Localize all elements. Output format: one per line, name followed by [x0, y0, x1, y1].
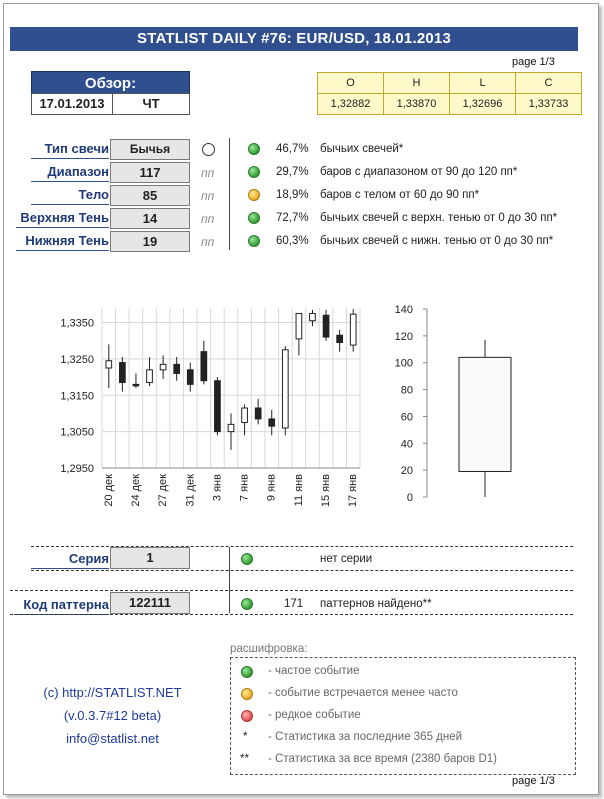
- green-dot-icon: [241, 553, 253, 565]
- ohlc-header-high: H: [384, 73, 450, 94]
- legend-symbol-double-asterisk: **: [240, 753, 249, 765]
- metric-desc-body: баров с телом от 60 до 90 пп*: [320, 189, 480, 201]
- candle-body: [174, 364, 180, 373]
- candle-body: [160, 364, 166, 369]
- ohlc-header-close: C: [516, 73, 582, 94]
- x-tick-label: 17 янв: [347, 474, 360, 508]
- metric-value-body: 85: [110, 185, 190, 206]
- metric-value-upper-shadow: 14: [110, 208, 190, 229]
- contact-site: (c) http://STATLIST.NET: [43, 685, 182, 700]
- series-value: 1: [110, 547, 190, 569]
- y-tick-label: 0: [406, 492, 413, 504]
- metric-pct-range: 29,7%: [276, 166, 309, 178]
- ohlc-value-open: 1,32882: [318, 94, 384, 115]
- metric-desc-candle-type: бычьих свечей*: [320, 143, 404, 155]
- divider-dashed: [10, 590, 573, 591]
- metric-label-upper-shadow: Верхняя Тень: [16, 210, 109, 228]
- candle-body: [350, 314, 356, 345]
- candle-body: [269, 419, 275, 426]
- x-tick-label: 9 янв: [265, 474, 278, 502]
- metric-unit-range: пп: [201, 166, 215, 180]
- legend-frequent: - частое событие: [268, 665, 360, 677]
- ohlc-header-low: L: [450, 73, 516, 94]
- y-tick-label: 40: [400, 438, 413, 451]
- series-separator: [229, 547, 230, 613]
- candle-body: [133, 384, 139, 386]
- ohlc-header-open: O: [318, 73, 384, 94]
- candle-body: [215, 381, 221, 432]
- legend-symbol-asterisk: *: [243, 731, 248, 743]
- x-tick-label: 27 дек: [157, 474, 170, 507]
- y-tick-label: 120: [394, 330, 413, 343]
- y-tick-label: 140: [394, 304, 413, 316]
- metric-pct-body: 18,9%: [276, 189, 309, 201]
- pattern-label: Код паттерна: [14, 597, 109, 615]
- x-tick-label: 3 янв: [211, 474, 224, 502]
- x-tick-label: 24 дек: [129, 474, 142, 507]
- x-tick-label: 15 янв: [320, 474, 333, 508]
- y-tick-label: 20: [400, 465, 413, 478]
- divider-dashed: [10, 614, 573, 615]
- candle-body: [310, 313, 316, 320]
- metric-value-lower-shadow: 19: [110, 231, 190, 252]
- metric-unit-lower-shadow: пп: [201, 235, 215, 249]
- price-candlestick-chart: [30, 300, 380, 520]
- contact-version: (v.0.3.7#12 beta): [63, 708, 162, 723]
- candle-body: [201, 352, 207, 381]
- metric-desc-upper-shadow: бычьих свечей с верхн. тенью от 0 до 30 пп*: [320, 212, 558, 224]
- y-tick-label: 1,3050: [60, 426, 94, 439]
- legend-rare: - редкое событие: [268, 709, 361, 721]
- report-title: STATLIST DAILY #76: EUR/USD, 18.01.2013: [10, 27, 578, 51]
- x-tick-label: 31 дек: [184, 474, 197, 507]
- pattern-value: 122111: [110, 592, 190, 614]
- candle-body: [282, 350, 288, 428]
- candle-range-chart: [385, 300, 545, 510]
- metric-unit-body: пп: [201, 189, 215, 203]
- x-tick-label: 7 янв: [238, 474, 251, 502]
- candle-body: [187, 370, 193, 385]
- green-dot-icon: [241, 598, 253, 610]
- divider-dashed: [31, 570, 573, 571]
- ohlc-value-low: 1,32696: [450, 94, 516, 115]
- metric-label-lower-shadow: Нижняя Тень: [16, 233, 109, 251]
- candle-body: [459, 357, 511, 471]
- candle-body: [296, 313, 302, 338]
- ohlc-table: [317, 72, 582, 115]
- overview-weekday: ЧТ: [112, 93, 190, 115]
- candle-body: [120, 363, 126, 383]
- metric-label-body: Тело: [31, 187, 109, 205]
- candle-body: [337, 335, 343, 342]
- legend-365-days: - Статистика за последние 365 дней: [268, 731, 463, 743]
- metric-label-range: Диапазон: [31, 164, 109, 182]
- candle-body: [242, 408, 248, 423]
- series-desc: нет серии: [320, 553, 373, 565]
- green-dot-icon: [248, 143, 260, 155]
- pattern-count: 171: [284, 598, 304, 610]
- metric-desc-range: баров с диапазоном от 90 до 120 пп*: [320, 166, 518, 178]
- pattern-desc: паттернов найдено**: [320, 598, 432, 610]
- metric-value-candle-type: Бычья: [110, 139, 190, 160]
- metric-pct-upper-shadow: 72,7%: [276, 212, 309, 224]
- metric-value-range: 117: [110, 162, 190, 183]
- overview-date: 17.01.2013: [31, 93, 113, 115]
- y-tick-label: 1,3150: [60, 390, 94, 403]
- green-dot-icon: [248, 212, 260, 224]
- ohlc-value-close: 1,33733: [516, 94, 582, 115]
- page-label-bottom: page 1/3: [512, 775, 555, 787]
- legend-less-frequent: - событие встречается менее часто: [268, 687, 458, 699]
- candle-body: [147, 370, 153, 383]
- yellow-dot-icon: [248, 189, 260, 201]
- candle-body: [323, 315, 329, 337]
- series-label: Серия: [31, 551, 109, 569]
- candle-body: [106, 361, 112, 368]
- metric-pct-lower-shadow: 60,3%: [276, 235, 309, 247]
- y-tick-label: 80: [400, 384, 413, 397]
- green-dot-icon: [241, 666, 253, 678]
- legend-all-time: - Статистика за все время (2380 баров D1): [268, 753, 497, 765]
- overview-header: Обзор:: [31, 71, 190, 94]
- yellow-dot-icon: [241, 688, 253, 700]
- legend-title: расшифровка:: [230, 643, 308, 655]
- candle-body: [228, 424, 234, 431]
- red-dot-icon: [241, 710, 253, 722]
- metric-pct-candle-type: 46,7%: [276, 143, 309, 155]
- y-tick-label: 1,3250: [60, 353, 94, 366]
- x-tick-label: 20 дек: [102, 474, 115, 507]
- y-tick-label: 1,2950: [60, 463, 94, 475]
- y-tick-label: 100: [394, 357, 413, 370]
- circle-outline-icon: [202, 143, 215, 156]
- contact-email: info@statlist.net: [66, 731, 159, 746]
- metrics-separator: [229, 138, 230, 250]
- candle-body: [255, 408, 261, 419]
- metric-label-candle-type: Тип свечи: [31, 141, 109, 159]
- x-tick-label: 11 янв: [292, 474, 305, 507]
- metric-desc-lower-shadow: бычьих свечей с нижн. тенью от 0 до 30 пп*: [320, 235, 554, 247]
- page-label-top: page 1/3: [512, 56, 555, 68]
- metric-unit-upper-shadow: пп: [201, 212, 215, 226]
- green-dot-icon: [248, 166, 260, 178]
- ohlc-value-high: 1,33870: [384, 94, 450, 115]
- y-tick-label: 1,3350: [60, 317, 94, 330]
- y-tick-label: 60: [400, 411, 413, 424]
- green-dot-icon: [248, 235, 260, 247]
